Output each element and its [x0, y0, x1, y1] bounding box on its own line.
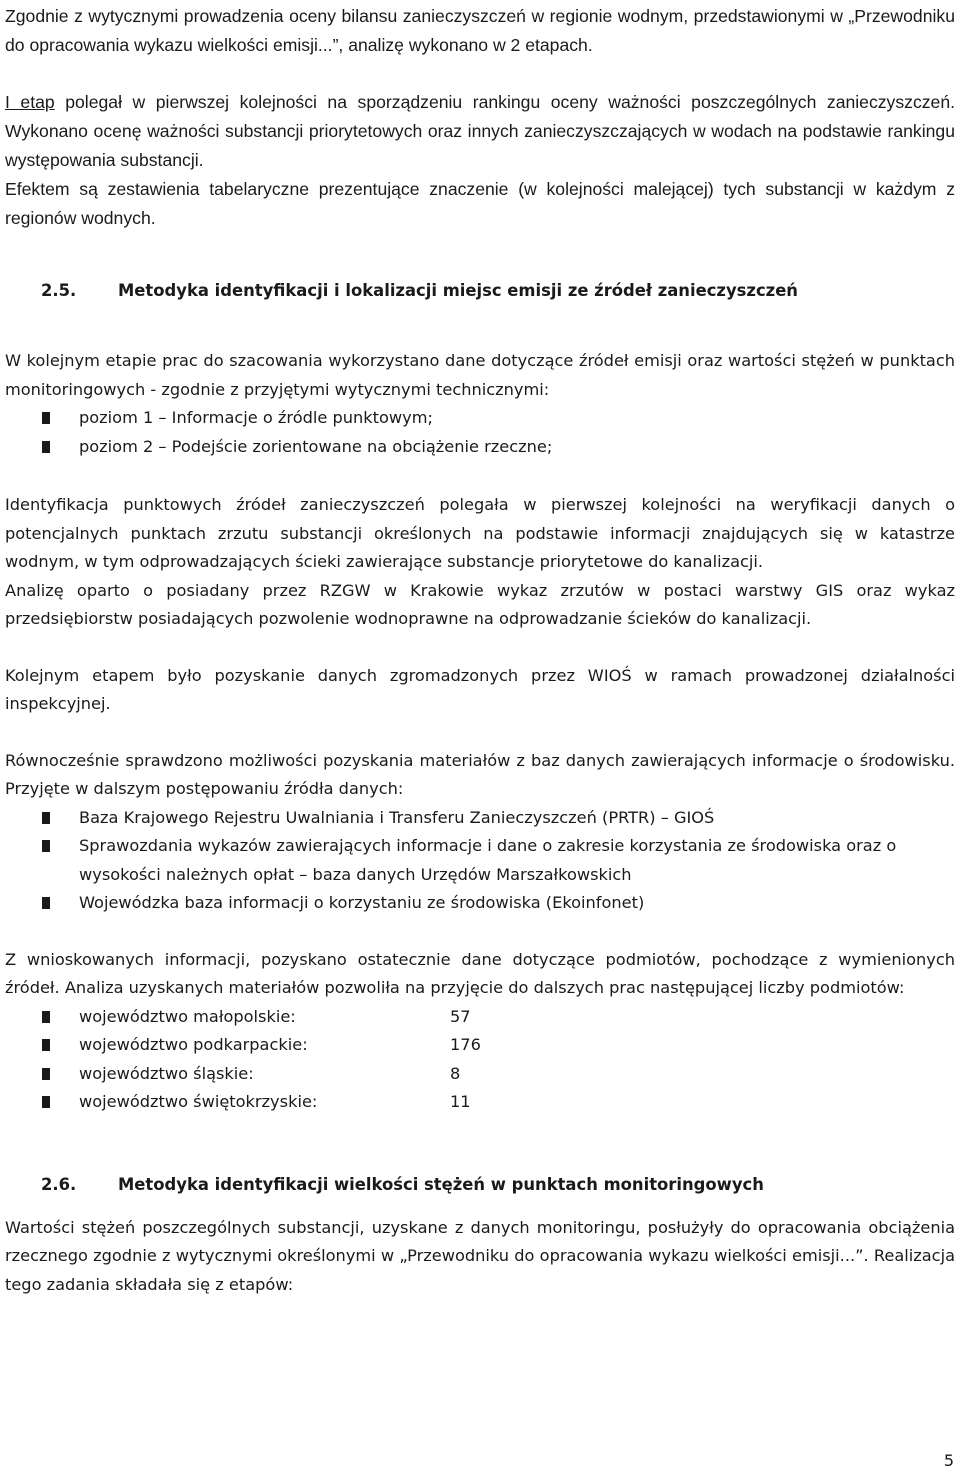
intro-paragraph-1: Zgodnie z wytycznymi prowadzenia oceny bilansu zanieczyszczeń w regionie wodnym, przedstawionymi w „Przewodniku do opracowania wykazu wielkości emisji...”, analizę wykonano w 2 etapach.: [5, 6, 955, 55]
bullet-square-icon: [42, 897, 50, 909]
list-item: Wojewódzka baza informacji o korzystaniu ze środowiska (Ekoinfonet): [5, 889, 955, 918]
document-page: [5, 2, 955, 1299]
intro-paragraph-2-text: polegał w pierwszej kolejności na sporządzeniu rankingu oceny ważności poszczególnych zanieczyszczeń. Wykonano ocenę ważności substancji priorytetowych oraz innych zanieczyszczających w wodach na podstawie rankingu występowania substancji.: [5, 92, 955, 170]
bullet-square-icon: [42, 1068, 50, 1080]
bullet-square-icon: [42, 1039, 50, 1051]
sources-list: [5, 804, 955, 918]
section-2-5-heading: [5, 277, 955, 305]
bullet-square-icon: [42, 812, 50, 824]
bullet-square-icon: [42, 1096, 50, 1108]
etap-label: I etap: [5, 92, 55, 112]
bullet-square-icon: [42, 1011, 50, 1023]
list-item: województwo świętokrzyskie: 11: [5, 1088, 955, 1117]
section-2-5-paragraph-1: W kolejnym etapie prac do szacowania wykorzystano dane dotyczące źródeł emisji oraz wartości stężeń w punktach monitoringowych - zgodnie z przyjętymi wytycznymi technicznymi:: [5, 351, 955, 399]
section-2-5-title: Metodyka identyfikacji i lokalizacji miejsc emisji ze źródeł zanieczyszczeń: [118, 281, 798, 300]
bullet-square-icon: [42, 840, 50, 852]
section-2-5-paragraph-6: Z wnioskowanych informacji, pozyskano ostatecznie dane dotyczące podmiotów, pochodzące z wymienionych źródeł. Analiza uzyskanych materiałów pozwoliła na przyjęcie do dalszych prac następującej liczby podmiotów:: [5, 949, 955, 997]
list-item: województwo podkarpackie: 176: [5, 1031, 955, 1060]
section-2-6-paragraph-1: Wartości stężeń poszczególnych substancji, uzyskane z danych monitoringu, posłużyły do opracowania obciążenia rzecznego zgodnie z wytycznymi określonymi w „Przewodniku do opracowania wykazu wielkości emisji...”. Realizacja tego zadania składała się z etapów:: [5, 1217, 955, 1294]
list-item: poziom 2 – Podejście zorientowane na obciążenie rzeczne;: [5, 433, 955, 462]
section-2-5-paragraph-3: Analizę oparto o posiadany przez RZGW w Krakowie wykaz zrzutów w postaci warstwy GIS oraz wykaz przedsiębiorstw posiadających pozwolenie wodnoprawne na odprowadzanie ścieków do kanalizacji.: [5, 580, 955, 628]
section-2-6-heading: [5, 1171, 955, 1199]
section-2-5-paragraph-4: Kolejnym etapem było pozyskanie danych zgromadzonych przez WIOŚ w ramach prowadzonej działalności inspekcyjnej.: [5, 665, 955, 713]
section-2-6-number: 2.6.: [41, 1174, 77, 1194]
bullet-square-icon: [42, 412, 50, 424]
list-item: Sprawozdania wykazów zawierających informacje i dane o zakresie korzystania ze środowiska oraz o wysokości należnych opłat – baza danych Urzędów Marszałkowskich: [5, 832, 955, 889]
section-2-5-number: 2.5.: [41, 281, 77, 300]
intro-paragraph-2: [5, 88, 955, 175]
page-number: 5: [943, 1451, 954, 1470]
entity-counts-list: [5, 1003, 955, 1117]
list-item: województwo małopolskie: 57: [5, 1003, 955, 1032]
list-item: województwo śląskie: 8: [5, 1060, 955, 1089]
levels-list: [5, 404, 955, 461]
intro-paragraph-3: Efektem są zestawienia tabelaryczne prezentujące znaczenie (w kolejności malejącej) tych substancji w każdym z regionów wodnych.: [5, 179, 955, 228]
section-2-6-title: Metodyka identyfikacji wielkości stężeń w punktach monitoringowych: [118, 1174, 764, 1194]
bullet-square-icon: [42, 441, 50, 453]
list-item: Baza Krajowego Rejestru Uwalniania i Transferu Zanieczyszczeń (PRTR) – GIOŚ: [5, 804, 955, 833]
section-2-5-paragraph-2: Identyfikacja punktowych źródeł zanieczyszczeń polegała w pierwszej kolejności na weryfikacji danych o potencjalnych punktach zrzutu substancji określonych na podstawie informacji znajdujących się w katastrze wodnym, w tym odprowadzających ścieki zawierające substancje priorytetowe do kanalizacji.: [5, 495, 955, 571]
list-item: poziom 1 – Informacje o źródle punktowym;: [5, 404, 955, 433]
section-2-5-paragraph-5: Równocześnie sprawdzono możliwości pozyskania materiałów z baz danych zawierających informacje o środowisku. Przyjęte w dalszym postępowaniu źródła danych:: [5, 750, 955, 798]
